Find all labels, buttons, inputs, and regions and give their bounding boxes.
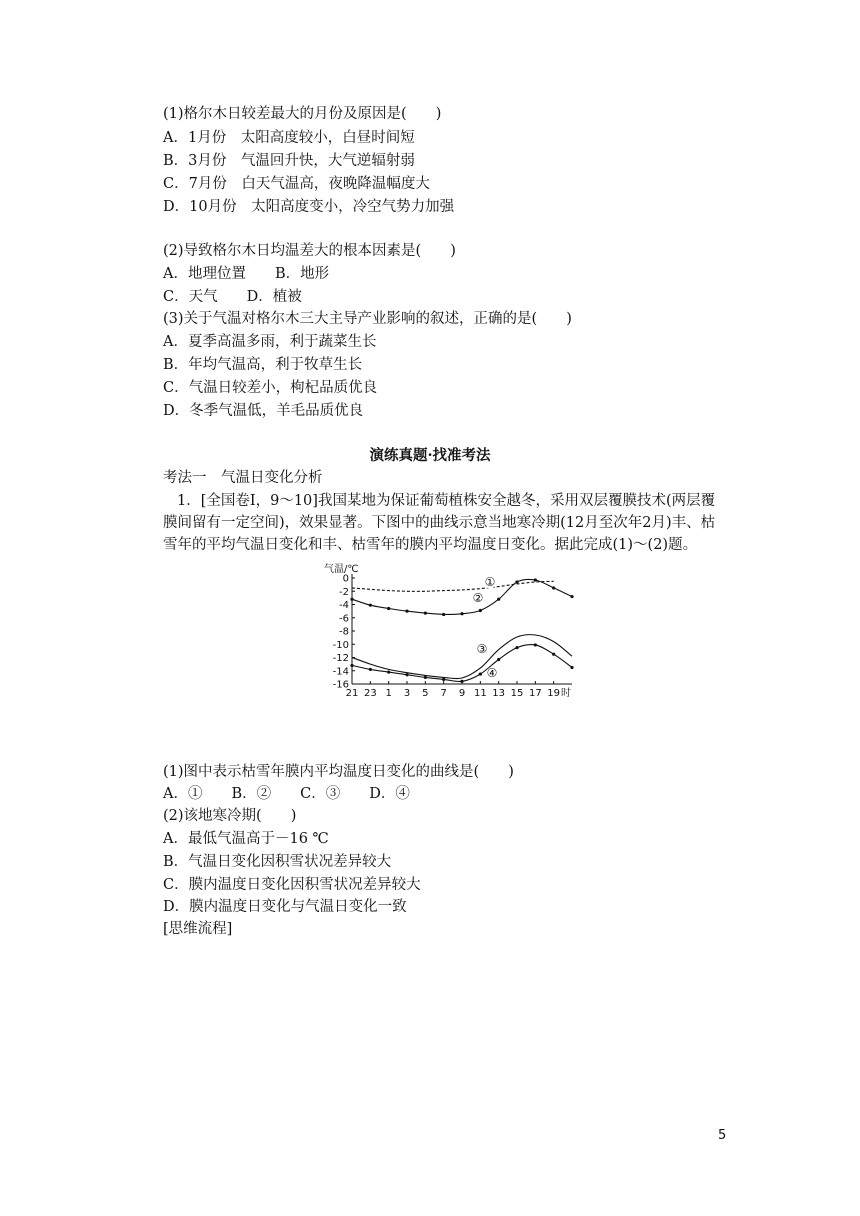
data-point	[442, 613, 445, 616]
data-point	[442, 678, 445, 681]
series-label: ①	[484, 575, 496, 589]
series-line	[352, 579, 572, 614]
question-3-title: (3)关于气温对格尔木三大主导产业影响的叙述，正确的是( )	[163, 311, 572, 327]
series-line	[352, 581, 554, 591]
y-tick-label: -6	[339, 613, 349, 625]
question-intro: 1．[全国卷Ⅰ，9～10]我国某地为保证葡萄植株安全越冬，采用双层覆膜技术(两层覆膜间留有一定空间)，效果显著。下图中的曲线示意当地寒冷期(12月至次年2月)丰、枯雪年的平均气温日变化和丰、枯雪年的膜内平均温度日变化。据此完成(1)～(2)题。	[163, 493, 716, 553]
sub2-option-b: B．气温日变化因积雪状况差异较大	[163, 854, 392, 870]
q3-option-c: C．气温日较差小，枸杞品质优良	[163, 380, 378, 396]
data-point	[497, 658, 500, 661]
q1-option-d: D．10月份 太阳高度变小，冷空气势力加强	[163, 199, 455, 215]
series-line	[352, 645, 572, 682]
x-tick-label: 5	[422, 688, 429, 699]
data-point	[405, 673, 408, 676]
data-point	[479, 609, 482, 612]
series-label: ②	[472, 591, 484, 605]
y-tick-label: -4	[339, 600, 349, 611]
data-point	[387, 607, 390, 610]
data-point	[424, 612, 427, 615]
data-point	[387, 670, 390, 673]
data-point	[552, 653, 555, 656]
sub-question-2-title: (2)该地寒冷期( )	[163, 808, 297, 824]
q3-option-a: A．夏季高温多雨，利于蔬菜生长	[163, 334, 377, 350]
x-tick-label: 9	[458, 688, 466, 699]
y-tick-label: -12	[332, 653, 349, 664]
y-tick-label: -8	[339, 626, 349, 638]
question-2-title: (2)导致格尔木日均温差大的根本因素是( )	[163, 243, 456, 259]
data-point	[369, 604, 372, 607]
question-1-title: (1)格尔木日较差最大的月份及原因是( )	[163, 106, 442, 122]
data-point	[570, 595, 573, 598]
x-tick-label: 11	[473, 688, 487, 699]
data-point	[515, 580, 518, 583]
method-label: 考法一 气温日变化分析	[163, 470, 323, 486]
x-tick-label: 3	[403, 688, 411, 699]
series-label: ④	[486, 666, 498, 680]
sub2-option-c: C．膜内温度日变化因积雪状况差异较大	[163, 877, 421, 893]
y-tick-label: -2	[339, 586, 349, 598]
x-axis-label: 时	[561, 688, 571, 699]
data-point	[460, 680, 463, 683]
y-tick-label: 0	[342, 573, 349, 585]
q3-option-b: B．年均气温高，利于牧草生长	[163, 357, 363, 373]
y-axis-label: 气温/℃	[324, 564, 359, 575]
y-tick-label: -14	[332, 666, 349, 678]
data-point	[497, 598, 500, 601]
data-point	[534, 643, 537, 646]
q2-options-ab: A．地理位置 B．地形	[163, 266, 330, 282]
q1-option-a: A．1月份 太阳高度较小，白昼时间短	[163, 130, 415, 146]
q1-option-b: B．3月份 气温回升快，大气逆辐射弱	[163, 153, 415, 169]
x-tick-label: 13	[492, 688, 506, 699]
data-point	[479, 672, 482, 675]
sub-question-1-title: (1)图中表示枯雪年膜内平均温度日变化的曲线是( )	[163, 764, 514, 780]
data-point	[460, 612, 463, 615]
x-tick-label: 7	[440, 688, 447, 699]
series-label: ③	[476, 642, 488, 656]
data-point	[552, 586, 555, 589]
page-number: 5	[718, 1128, 727, 1143]
data-point	[515, 646, 518, 649]
sub2-option-d: D．膜内温度日变化与气温日变化一致	[163, 899, 407, 915]
data-point	[350, 598, 353, 601]
x-tick-label: 15	[510, 688, 524, 699]
data-point	[534, 578, 537, 581]
q1-option-c: C．7月份 白天气温高，夜晚降温幅度大	[163, 176, 430, 192]
x-tick-label: 19	[547, 688, 561, 699]
chart-axes	[324, 563, 572, 699]
chart-series	[350, 575, 573, 683]
data-point	[570, 666, 573, 669]
temperature-chart	[322, 562, 582, 710]
data-point	[405, 610, 408, 613]
x-tick-label: 17	[528, 688, 542, 699]
x-tick-label: 1	[385, 688, 392, 699]
x-tick-label: 23	[363, 688, 377, 699]
y-tick-label: -16	[332, 679, 349, 691]
y-tick-label: -10	[332, 639, 349, 651]
thinking-process-label: [思维流程]	[163, 921, 233, 937]
q2-options-cd: C．天气 D．植被	[163, 289, 302, 305]
sub2-option-a: A．最低气温高于－16 ℃	[163, 831, 329, 847]
sub-question-1-options: A．① B．② C．③ D．④	[163, 786, 410, 802]
data-point	[369, 668, 372, 671]
data-point	[350, 664, 353, 667]
section-heading: 演练真题·找准考法	[369, 447, 491, 464]
q3-option-d: D．冬季气温低，羊毛品质优良	[163, 403, 364, 419]
x-tick-label: 21	[345, 688, 359, 699]
data-point	[424, 676, 427, 679]
